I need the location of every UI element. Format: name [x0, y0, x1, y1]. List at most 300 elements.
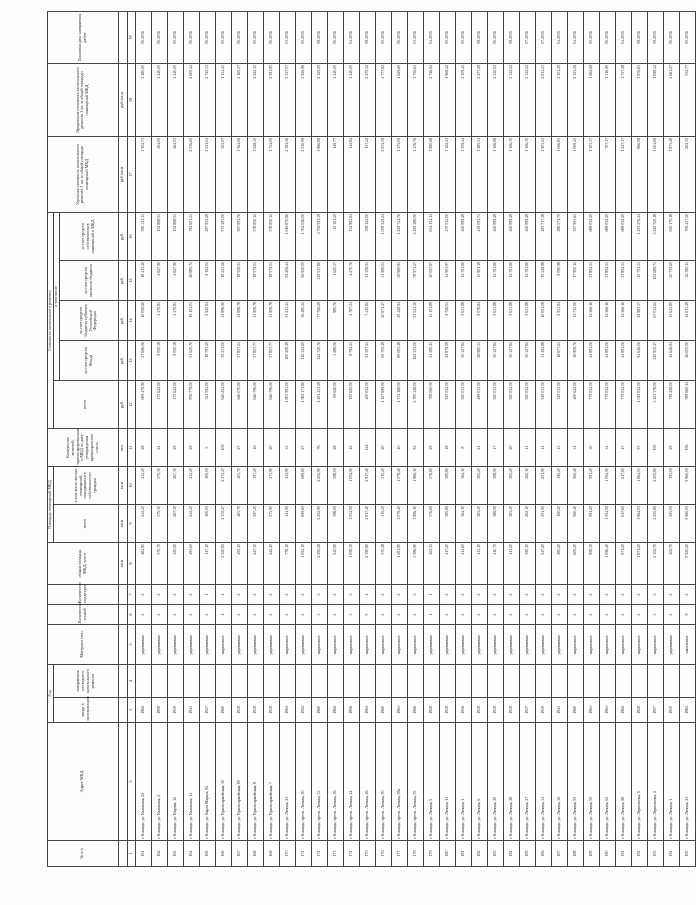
row-total-area: 3 586,90 — [407, 543, 423, 585]
row-max-cost: 2 926,96 — [295, 63, 311, 136]
row-max-cost: 532,77 — [679, 63, 695, 136]
table-row — [551, 11, 567, 866]
row-wall-material: кирпичные — [631, 625, 647, 665]
row-cost-total: 175 622,00 — [167, 381, 183, 429]
row-floors: 2 — [487, 605, 503, 625]
row-address: г. Клинцы, ул. Ленина, 11 — [439, 723, 455, 841]
table-row — [455, 11, 471, 866]
row-cost-fund: 37 857,77 — [263, 341, 279, 381]
row-wall-material: деревянные — [247, 625, 263, 665]
unit-cell: чел. — [118, 429, 127, 467]
row-entrances: 2 — [135, 585, 151, 605]
row-address: г. Клинцы, просп. Ленина, 46 — [359, 723, 375, 841]
row-number: 166 — [215, 841, 231, 867]
row-unit-cost: 1 476,76 — [407, 136, 423, 212]
row-residents: 27 — [295, 429, 311, 467]
row-cost-fund: 37 857,21 — [231, 341, 247, 381]
header-premises-total: всего — [53, 505, 118, 543]
row-cost-regional: 29 983,37 — [631, 301, 647, 341]
row-number: 175 — [359, 841, 375, 867]
row-cost-owners: 439 093,73 — [471, 212, 487, 260]
row-wall-material: деревянные — [167, 625, 183, 665]
row-number: 179 — [423, 841, 439, 867]
row-address: г. Клинцы, ул. Ленина, 27 — [519, 723, 535, 841]
row-cost-owners: 152 868,53 — [151, 212, 167, 260]
row-cost-regional: 3 375,83 — [151, 301, 167, 341]
row-entrances: 2 — [663, 585, 679, 605]
row-residential-area: 403,70 — [231, 467, 247, 505]
row-max-cost: 2 123,26 — [567, 63, 583, 136]
row-deadline: 06.2016 — [391, 11, 407, 63]
row-cost-local: 18 558,53 — [231, 261, 247, 301]
row-total-area: 958,30 — [583, 543, 599, 585]
row-cost-total: 646 070,00 — [231, 381, 247, 429]
row-cost-fund: 51 625,70 — [183, 341, 199, 381]
row-premises-area: 388,50 — [487, 505, 503, 543]
row-residential-area: 432,20 — [135, 467, 151, 505]
row-floors: 5 — [359, 605, 375, 625]
row-deadline: 05.2016 — [247, 11, 263, 63]
row-max-cost: 2 301,25 — [551, 63, 567, 136]
row-cost-local: 18 579,53 — [263, 261, 279, 301]
row-cost-owners: 1 764 026,00 — [295, 212, 311, 260]
row-cost-regional: 13 151,89 — [423, 301, 439, 341]
row-cost-regional: 77 766,29 — [311, 301, 327, 341]
table-row — [375, 11, 391, 866]
row-cost-total: 400 022,00 — [359, 381, 375, 429]
row-cost-owners: 583 311,13 — [135, 212, 151, 260]
row-cost-fund: 116 322,65 — [295, 341, 311, 381]
row-residential-area: 432,20 — [183, 467, 199, 505]
row-cost-local: 38 960,83 — [391, 261, 407, 301]
row-premises-area: 393,00 — [663, 505, 679, 543]
row-cost-fund: 37 857,77 — [247, 341, 263, 381]
table-row — [487, 11, 503, 866]
row-floors: 3 — [311, 605, 327, 625]
row-total-area: 778,10 — [279, 543, 295, 585]
row-unit-cost: 1 880,68 — [423, 136, 439, 212]
row-unit-cost: 1 604,68 — [647, 136, 663, 212]
row-max-cost: 2 240,02 — [487, 63, 503, 136]
row-residential-area: 100,00 — [199, 467, 215, 505]
row-year-repair — [679, 665, 695, 698]
row-address: г. Клинцы, ул. Ленина, 28 — [503, 723, 519, 841]
row-total-area: 390,10 — [519, 543, 535, 585]
row-cost-owners: 465 899,49 — [455, 212, 471, 260]
row-year-built: 1938 — [439, 698, 455, 723]
row-cost-total: 175 622,00 — [151, 381, 167, 429]
row-year-built: 1961 — [391, 698, 407, 723]
row-year-built: 1957 — [647, 698, 663, 723]
header-address: Адрес МКД — [48, 723, 119, 841]
row-deadline: 09.2015 — [647, 11, 663, 63]
row-residential-area: 591,20 — [583, 467, 599, 505]
column-index: 2 — [127, 723, 135, 841]
row-deadline: 07.2016 — [519, 11, 535, 63]
row-year-built: 1954 — [295, 698, 311, 723]
row-cost-regional: 14 366,16 — [599, 301, 615, 341]
row-deadline: 05.2015 — [295, 11, 311, 63]
row-entrances: 2 — [599, 585, 615, 605]
row-cost-local: 15 328,88 — [535, 261, 551, 301]
row-cost-owners: 286 571,75 — [551, 212, 567, 260]
row-cost-fund: 30 327,82 — [455, 341, 471, 381]
row-unit-cost: 302,07 — [215, 136, 231, 212]
row-cost-owners: 1 229 744,76 — [391, 212, 407, 260]
row-residential-area: 2 917,40 — [359, 467, 375, 505]
row-total-area: 117,10 — [199, 543, 215, 585]
row-residents: 17 — [487, 429, 503, 467]
row-address: г. Клинцы, ул. Ленина, 23 — [679, 723, 695, 841]
row-number: 162 — [151, 841, 167, 867]
row-cost-regional: 51 541,30 — [407, 301, 423, 341]
table-row — [231, 11, 247, 866]
row-cost-owners: 287 932,49 — [199, 212, 215, 260]
row-cost-total: 738 228,00 — [663, 381, 679, 429]
row-cost-fund: 35 231,00 — [215, 341, 231, 381]
row-number: 177 — [391, 841, 407, 867]
row-floors: 2 — [407, 605, 423, 625]
row-unit-cost: 1 866,88 — [311, 136, 327, 212]
row-deadline: 08.2016 — [631, 11, 647, 63]
row-unit-cost: 1 066,83 — [551, 136, 567, 212]
row-residential-area: 383,20 — [471, 467, 487, 505]
row-residents: 20 — [375, 429, 391, 467]
table-row — [679, 11, 695, 866]
row-premises-area: 432,20 — [135, 505, 151, 543]
row-cost-owners: 634 154,14 — [423, 212, 439, 260]
column-index: 1 — [127, 841, 135, 867]
row-residential-area: 388,50 — [487, 467, 503, 505]
register-sheet — [47, 12, 689, 867]
row-number: 194 — [663, 841, 679, 867]
row-entrances: 2 — [295, 585, 311, 605]
row-premises-area: 100,00 — [199, 505, 215, 543]
row-wall-material: кирпичные — [215, 625, 231, 665]
row-year-built: 1930 — [663, 698, 679, 723]
row-deadline: 06.2016 — [663, 11, 679, 63]
row-address: г. Клинцы, ул. Красноармейская, 7 — [263, 723, 279, 841]
column-index: 9 — [127, 505, 135, 543]
table-row — [423, 11, 439, 866]
row-max-cost: 1 316,90 — [599, 63, 615, 136]
unit-cell: руб. — [118, 381, 127, 429]
row-premises-area: 375,30 — [151, 505, 167, 543]
row-residential-area: 2 252,90 — [311, 467, 327, 505]
row-cost-total: 1 127 699,00 — [375, 381, 391, 429]
row-year-repair — [151, 665, 167, 698]
units-row — [118, 11, 127, 866]
row-max-cost: 2 661,27 — [663, 63, 679, 136]
row-premises-area: 2 252,90 — [311, 505, 327, 543]
row-cost-local: 21 892,33 — [615, 261, 631, 301]
row-total-area: 545,90 — [327, 543, 343, 585]
row-cost-local: 1 625,37 — [327, 261, 343, 301]
row-wall-material: кирпичные — [359, 625, 375, 665]
row-number: 171 — [295, 841, 311, 867]
table-row — [471, 11, 487, 866]
row-year-built: 1941 — [183, 698, 199, 723]
row-deadline: 06.2016 — [327, 11, 343, 63]
row-cost-regional: 33 413,41 — [279, 301, 295, 341]
row-cost-total: 499 033,00 — [471, 381, 487, 429]
row-residential-area: 2 255,80 — [647, 467, 663, 505]
row-residential-area: 393,00 — [663, 467, 679, 505]
row-max-cost: 5 337,57 — [279, 63, 295, 136]
row-cost-owners: 587 893,76 — [231, 212, 247, 260]
row-premises-area: 2 172,47 — [215, 505, 231, 543]
row-floors: 2 — [599, 605, 615, 625]
row-number: 190 — [599, 841, 615, 867]
row-total-area: 402,41 — [423, 543, 439, 585]
row-unit-cost: 2 036,60 — [183, 136, 199, 212]
header-max-cost: Предельная стоимость капитального ремонта 1 кв. м общей площади помещений МКД — [48, 63, 119, 136]
row-floors: 2 — [183, 605, 199, 625]
row-premises-area: 403,70 — [231, 505, 247, 543]
row-entrances: 2 — [391, 585, 407, 605]
row-residents: 8 — [455, 429, 471, 467]
header-deadline: Плановая дата завершения работ — [48, 11, 119, 63]
row-entrances: 2 — [231, 585, 247, 605]
row-cost-owners: 655 175,18 — [663, 212, 679, 260]
row-cost-regional: 9 078,84 — [471, 301, 487, 341]
row-total-area: 609,20 — [567, 543, 583, 585]
row-residents: 20 — [503, 429, 519, 467]
row-year-repair — [471, 665, 487, 698]
row-residents: 124 — [359, 429, 375, 467]
row-residential-area: 1 864,53 — [631, 467, 647, 505]
row-total-area: 411,20 — [503, 543, 519, 585]
row-wall-material: кирпичные — [583, 625, 599, 665]
unit-cell: руб./кв.м — [118, 136, 127, 212]
row-residents: 83 — [407, 429, 423, 467]
row-wall-material: деревянные — [487, 625, 503, 665]
row-year-built: 1928 — [423, 698, 439, 723]
row-wall-material: кирпичные — [615, 625, 631, 665]
row-cost-regional: 7 415,82 — [359, 301, 375, 341]
row-wall-material: кирпичные — [647, 625, 663, 665]
row-year-built: 1961 — [583, 698, 599, 723]
row-cost-fund: 9 050,38 — [167, 341, 183, 381]
row-residential-area: 315,20 — [375, 467, 391, 505]
row-deadline: 07.2015 — [535, 11, 551, 63]
row-premises-area: 315,20 — [375, 505, 391, 543]
row-number: 193 — [647, 841, 663, 867]
table-row — [391, 11, 407, 866]
row-year-built: 1936 — [455, 698, 471, 723]
row-residents: 25 — [663, 429, 679, 467]
row-entrances: 2 — [487, 585, 503, 605]
row-max-cost: 1 134,43 — [215, 63, 231, 136]
row-total-area: 410,70 — [487, 543, 503, 585]
row-year-repair — [183, 665, 199, 698]
row-cost-regional: 9 726,51 — [439, 301, 455, 341]
row-cost-regional: 13 643,85 — [663, 301, 679, 341]
row-max-cost: 4 777,82 — [375, 63, 391, 136]
row-total-area: 455,10 — [231, 543, 247, 585]
row-residential-area: 373,90 — [263, 467, 279, 505]
column-index: 18 — [127, 63, 135, 136]
row-year-built: 1956 — [343, 698, 359, 723]
row-year-built: 1938 — [487, 698, 503, 723]
row-deadline: 06.2016 — [599, 11, 615, 63]
row-deadline: 08.2015 — [503, 11, 519, 63]
row-deadline: 04.2015 — [551, 11, 567, 63]
row-floors: 2 — [455, 605, 471, 625]
row-address: г. Клинцы, просп. Ленина, 33 — [311, 723, 327, 841]
row-wall-material: кирпичные — [327, 625, 343, 665]
row-cost-owners: 578 850,12 — [247, 212, 263, 260]
row-max-cost: 1 862,69 — [583, 63, 599, 136]
header-cost-group: Стоимость капитального ремонта — [48, 212, 54, 428]
column-index: 3 — [127, 698, 135, 723]
row-cost-regional: 14 366,16 — [583, 301, 599, 341]
row-cost-fund: 30 327,82 — [487, 341, 503, 381]
row-cost-regional: 9 633,88 — [503, 301, 519, 341]
row-deadline: 04.2016 — [567, 11, 583, 63]
row-cost-total: 549 033,00 — [535, 381, 551, 429]
row-unit-cost: 866,58 — [631, 136, 647, 212]
table-row — [135, 11, 151, 866]
header-entrances: Количество подъездов — [48, 585, 119, 605]
row-premises-area: 385,80 — [439, 505, 455, 543]
row-residents: 13 — [551, 429, 567, 467]
row-entrances: 2 — [679, 585, 695, 605]
row-max-cost: 1 737,38 — [615, 63, 631, 136]
row-unit-cost: 202,35 — [679, 136, 695, 212]
row-floors: 2 — [503, 605, 519, 625]
row-cost-total: 321 594,00 — [199, 381, 215, 429]
column-index: 4 — [127, 665, 135, 698]
row-year-built: 1961 — [599, 698, 615, 723]
row-year-repair — [231, 665, 247, 698]
row-unit-cost: 1 366,35 — [503, 136, 519, 212]
column-index: 19 — [127, 11, 135, 63]
row-unit-cost: 1 069,43 — [567, 136, 583, 212]
table-row — [295, 11, 311, 866]
row-max-cost: 2 145,00 — [311, 63, 327, 136]
row-wall-material: деревянные — [231, 625, 247, 665]
row-year-repair — [599, 665, 615, 698]
row-entrances: 2 — [151, 585, 167, 605]
header-num: № п/п — [48, 841, 119, 867]
row-number: 165 — [199, 841, 215, 867]
table-row — [359, 11, 375, 866]
row-number: 192 — [631, 841, 647, 867]
row-cost-owners: 470 512,00 — [439, 212, 455, 260]
row-address: г. Клинцы, ул. Красноармейская, 8 — [247, 723, 263, 841]
row-residents: 34 — [599, 429, 615, 467]
row-wall-material: деревянные — [439, 625, 455, 665]
row-year-repair — [615, 665, 631, 698]
row-deadline: 05.2016 — [679, 11, 695, 63]
row-total-area: 493,60 — [183, 543, 199, 585]
table-row — [647, 11, 663, 866]
row-year-repair — [327, 665, 343, 698]
row-cost-owners: 134 982,64 — [343, 212, 359, 260]
header-residents: Количество жителей, зарегистрированных в МКД на дату утверждения краткосрочного плана — [48, 429, 119, 467]
row-number: 176 — [375, 841, 391, 867]
row-wall-material: деревянные — [455, 625, 471, 665]
row-entrances: 2 — [551, 585, 567, 605]
row-premises-area: 1 054,50 — [343, 505, 359, 543]
row-premises-area: 699,60 — [295, 505, 311, 543]
row-unit-cost: 1 366,98 — [487, 136, 503, 212]
row-cost-owners: 706 437,30 — [679, 212, 695, 260]
row-cost-regional: 9 633,88 — [455, 301, 471, 341]
row-number: 181 — [455, 841, 471, 867]
row-cost-owners: 1 009 345,24 — [375, 212, 391, 260]
row-total-area: 2 255,28 — [311, 543, 327, 585]
row-residential-area: 376,60 — [423, 467, 439, 505]
row-floors: 2 — [631, 605, 647, 625]
row-premises-area: 190,20 — [551, 505, 567, 543]
row-cost-total: 59 620,00 — [327, 381, 343, 429]
row-entrances: 2 — [615, 585, 631, 605]
table-row — [439, 11, 455, 866]
row-cost-local: 9 090,98 — [551, 261, 567, 301]
table-row — [247, 11, 263, 866]
row-floors: 2 — [567, 605, 583, 625]
unit-cell: руб. — [118, 261, 127, 301]
row-max-cost: 2 600,44 — [183, 63, 199, 136]
row-cost-total: 646 796,00 — [247, 381, 263, 429]
row-number: 170 — [279, 841, 295, 867]
row-year-repair — [551, 665, 567, 698]
row-cost-total: 789 660,14 — [679, 381, 695, 429]
row-address: г. Клинцы, ул. Калинина, 2 — [151, 723, 167, 841]
row-residential-area: 1 886,10 — [407, 467, 423, 505]
row-year-built: 1962 — [135, 698, 151, 723]
row-premises-area: 364,10 — [455, 505, 471, 543]
row-total-area: 5 925,20 — [679, 543, 695, 585]
row-year-repair — [583, 665, 599, 698]
row-residential-area: 397,20 — [247, 467, 263, 505]
row-premises-area: 617,60 — [615, 505, 631, 543]
row-cost-fund: 29 879,59 — [439, 341, 455, 381]
row-entrances: 2 — [471, 585, 487, 605]
row-residents: 42 — [343, 429, 359, 467]
row-year-repair — [647, 665, 663, 698]
row-year-repair — [311, 665, 327, 698]
row-cost-fund: 30 327,82 — [519, 341, 535, 381]
row-residential-area: 383,20 — [503, 467, 519, 505]
row-wall-material: кирпичные — [375, 625, 391, 665]
row-address: г. Клинцы, просп. Ленина, 30 — [295, 723, 311, 841]
header-unit-cost: Удельная стоимость капитального ремонта 1 кв. м общей площади помещений МКД — [48, 136, 119, 212]
row-number: 191 — [615, 841, 631, 867]
row-cost-fund: 44 891,06 — [599, 341, 615, 381]
row-residents: 21 — [471, 429, 487, 467]
row-address: г. Клинцы, просп. Ленина, 58а — [391, 723, 407, 841]
row-residential-area: 190,20 — [551, 467, 567, 505]
row-floors: 2 — [295, 605, 311, 625]
row-entrances: 2 — [455, 585, 471, 605]
row-year-built: 1964 — [279, 698, 295, 723]
row-cost-total: 150 625,00 — [343, 381, 359, 429]
header-year-built: ввода в эксплуатацию — [53, 698, 118, 723]
row-cost-total: 1 374 168,00 — [391, 381, 407, 429]
row-cost-local: 78 971,27 — [407, 261, 423, 301]
row-premises-area: 398,00 — [327, 505, 343, 543]
row-unit-cost: 1 303,37 — [583, 136, 599, 212]
row-wall-material: кирпичные — [311, 625, 327, 665]
row-floors: 2 — [583, 605, 599, 625]
row-total-area: 417,20 — [439, 543, 455, 585]
row-number: 172 — [311, 841, 327, 867]
row-cost-regional: 14 366,16 — [615, 301, 631, 341]
row-cost-local: 56 930,05 — [295, 261, 311, 301]
